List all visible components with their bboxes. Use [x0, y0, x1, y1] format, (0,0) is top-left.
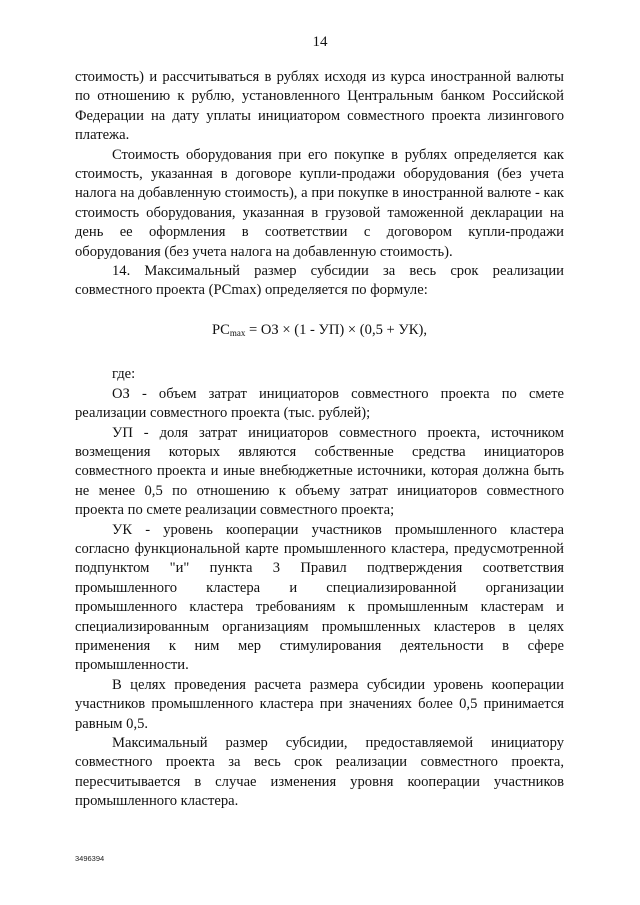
document-footer-code: 3496394 [75, 854, 105, 863]
definition-uk: УК - уровень кооперации участников промышленного кластера согласно функциональной карте промышленного кластера, предусмотренной подпунктом "и" пункта 3 Правил подтверждения соответствия промышленного кластера и специализированной организации промышленного кластера требованиям к промышленным кластерам и специализированным организациям промышленных кластеров в целях применения к ним мер стимулирования деятельности в сфере промышленности. [75, 521, 564, 674]
formula-lhs: PC [211, 321, 230, 338]
definition-oz: ОЗ - объем затрат инициаторов совместного проекта по смете реализации совместного проекта (тыс. рублей); [75, 385, 564, 422]
page-number: 14 [312, 34, 328, 50]
document-body [75, 68, 564, 812]
paragraph-max-recalc: Максимальный размер субсидии, предоставляемой инициатору совместного проекта за весь срок реализации совместного проекта, пересчитывается в случае изменения уровня кооперации участников промышленного кластера. [75, 735, 564, 810]
paragraph-where: где: [112, 366, 136, 383]
subsidy-formula [75, 321, 564, 343]
formula-lhs-subscript: max [229, 327, 246, 338]
paragraph-max-subsidy-clause: 14. Максимальный размер субсидии за весь срок реализации совместного проекта (PCmax) определяется по формуле: [75, 263, 564, 299]
definition-up: УП - доля затрат инициаторов совместного проекта, источником возмещения которых являются собственные средства инициаторов совместного проекта и иные внебюджетные источники, которая должна быть не менее 0,5 по отношению к объему затрат инициаторов совместного проекта по смете реализации совместного проекта; [75, 424, 564, 519]
paragraph-cooperation-calc: В целях проведения расчета размера субсидии уровень кооперации участников промышленного кластера при значениях более 0,5 принимается равным 0,5. [75, 676, 564, 732]
formula-rhs: = ОЗ × (1 - УП) × (0,5 + УК), [245, 321, 428, 338]
paragraph-equipment-cost: Стоимость оборудования при его покупке в рублях определяется как стоимость, указанная в договоре купли-продажи оборудования (без учета налога на добавленную стоимость), а при покупке в иностранной валюте - как стоимость оборудования, указанная в грузовой таможенной декларации на день ее оформления в соответствии с договором купли-продажи оборудования (без учета налога на добавленную стоимость). [75, 146, 564, 260]
paragraph-leasing-currency: стоимость) и рассчитываться в рублях исходя из курса иностранной валюты по отношению к рублю, установленного Центральным банком Российской Федерации на дату уплаты инициатором совместного проекта лизингового платежа. [75, 69, 564, 144]
